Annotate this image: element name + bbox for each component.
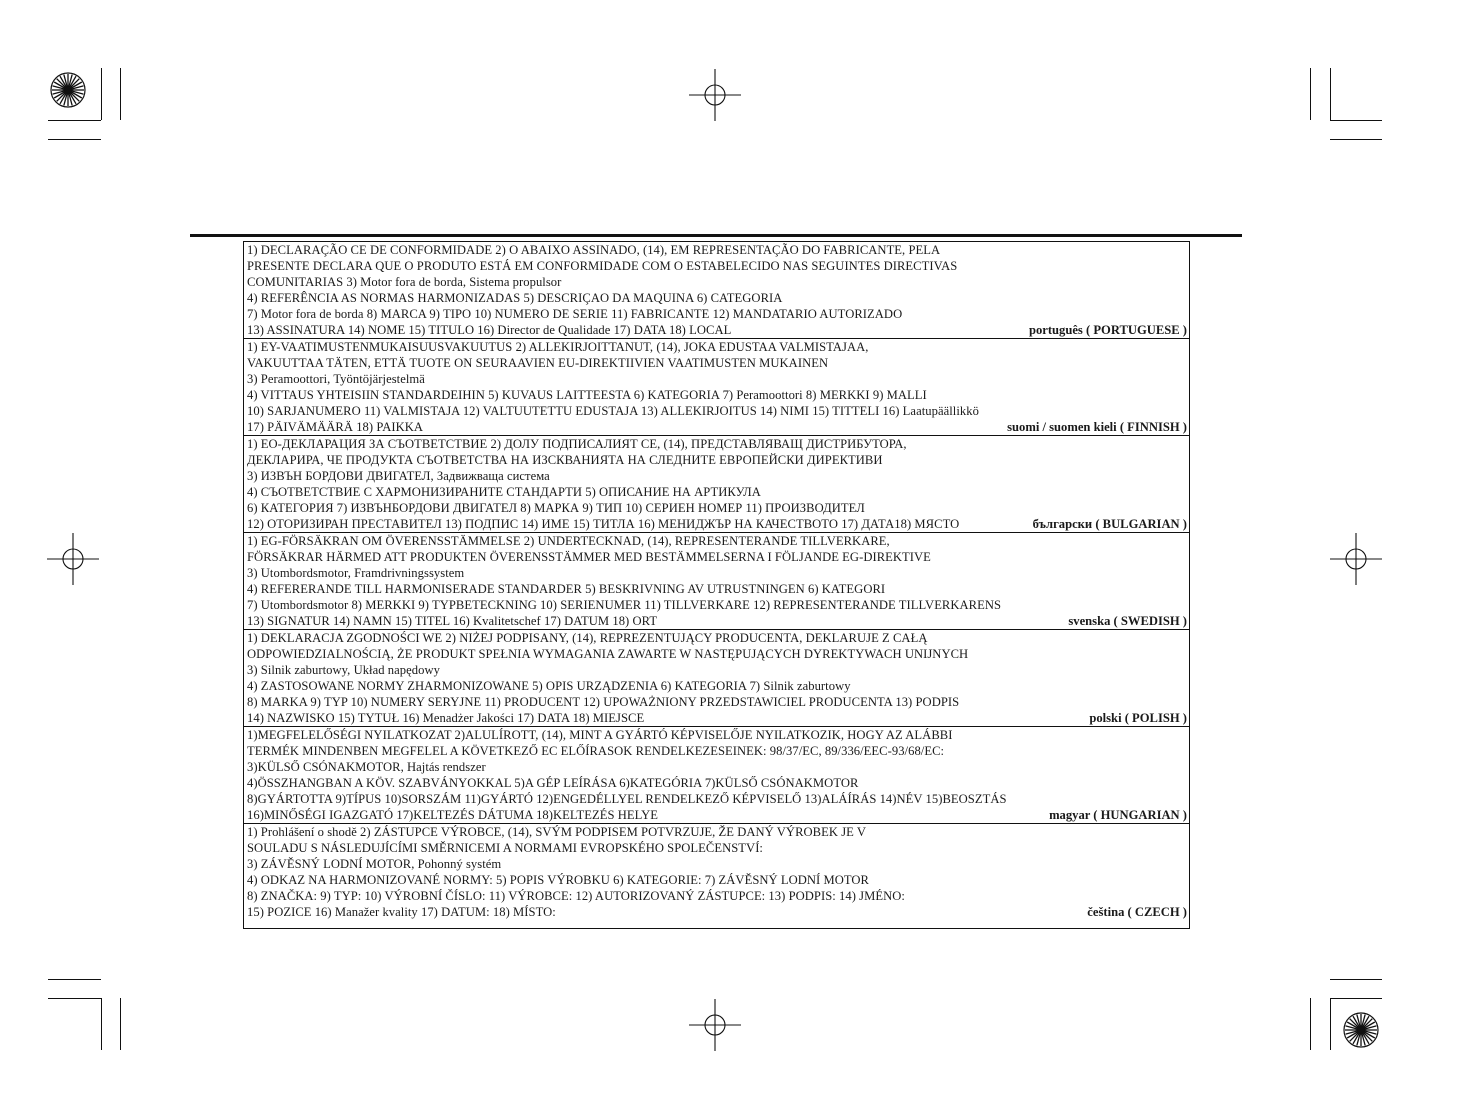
crop-mark bbox=[1330, 998, 1382, 999]
declaration-line: 1)MEGFELELŐSÉGI NYILATKOZAT 2)ALULÍROTT, (14), MINT A GYÁRTÓ KÉPVISELŐJE NYILATKOZIK, HOGY AZ ALÁBBI bbox=[247, 728, 953, 742]
crosshair-target-icon bbox=[1330, 533, 1382, 585]
declaration-line: 1) EG-FÖRSÄKRAN OM ÖVERENSSTÄMMELSE 2) UNDERTECKNAD, (14), REPRESENTERANDE TILLVERKARE, bbox=[247, 534, 890, 548]
declaration-line: FÖRSÄKRAR HÄRMED ATT PRODUKTEN ÖVERENSSTÄMMER MED BESTÄMMELSERNA I FÖLJANDE EG-DIREKTIVE bbox=[247, 550, 931, 564]
declaration-section bbox=[244, 629, 1189, 726]
language-tag: polski ( POLISH ) bbox=[1089, 711, 1187, 725]
crop-mark bbox=[48, 120, 101, 121]
declaration-line: 14) NAZWISKO 15) TYTUŁ 16) Menadżer Jakości 17) DATA 18) MIEJSCE bbox=[247, 711, 645, 725]
declaration-line: 6) КАТЕГОРИЯ 7) ИЗВЪНБОРДОВИ ДВИГАТЕЛ 8) МАРКА 9) ТИП 10) СЕРИЕН НОМЕР 11) ПРОИЗВОДИТЕЛ bbox=[247, 501, 865, 515]
declaration-line: 10) SARJANUMERO 11) VALMISTAJA 12) VALTUUTETTU EDUSTAJA 13) ALLEKIRJOITUS 14) NIMI 15) TITTELI 16) Laatupäällikkö bbox=[247, 404, 979, 418]
declaration-line: 7) Utombordsmotor 8) MERKKI 9) TYPBETECKNING 10) SERIENUMER 11) TILLVERKARE 12) REPRESENTERANDE TILLVERKARENS bbox=[247, 598, 1002, 612]
declaration-line: TERMÉK MINDENBEN MEGFELEL A KÖVETKEZŐ EC ELŐÍRASOK RENDELKEZESEINEK: 98/37/EC, 89/336/EEC-93/68/EC: bbox=[247, 744, 945, 758]
declaration-line: 3) Utombordsmotor, Framdrivningssystem bbox=[247, 566, 465, 580]
declaration-line: ДЕКЛАРИРА, ЧЕ ПРОДУКТА СЪОТВЕТСТВА НА ИЗСКВАНИЯТА НА СЛЕДНИТЕ ЕВРОПЕЙСКИ ДИРЕКТИВИ bbox=[247, 453, 883, 467]
crop-mark bbox=[48, 139, 101, 140]
declaration-line: 1) DECLARAÇÃO CE DE CONFORMIDADE 2) O ABAIXO ASSINADO, (14), EM REPRESENTAÇÃO DO FABRICANTE, PELA bbox=[247, 243, 941, 257]
declaration-line: 8) MARKA 9) TYP 10) NUMERY SERYJNE 11) PRODUCENT 12) UPOWAŻNIONY PRZEDSTAWICIEL PRODUCENTA 13) PODPIS bbox=[247, 695, 960, 709]
declaration-line: 13) ASSINATURA 14) NOME 15) TITULO 16) Director de Qualidade 17) DATA 18) LOCAL bbox=[247, 323, 732, 337]
starburst-target-icon bbox=[1341, 1010, 1381, 1050]
declaration-line: 8)GYÁRTOTTA 9)TÍPUS 10)SORSZÁM 11)GYÁRTÓ 12)ENGEDÉLLYEL RENDELKEZŐ KÉPVISELŐ 13)ALÁÍRÁS 14)NÉV 15)BEOSZTÁS bbox=[247, 792, 1007, 806]
declaration-line: COMUNITARIAS 3) Motor fora de borda, Sistema propulsor bbox=[247, 275, 562, 289]
crop-mark bbox=[1330, 998, 1331, 1050]
declaration-line: 12) ОТОРИЗИРАН ПРЕСТАВИТЕЛ 13) ПОДПИС 14) ИМЕ 15) ТИТЛА 16) МЕНИДЖЪР НА КАЧЕСТВОТО 17) ДАТА18) МЯСТО bbox=[247, 517, 960, 531]
declaration-line: SOULADU S NÁSLEDUJÍCÍMI SMĚRNICEMI A NORMAMI EVROPSKÉHO SPOLEČENSTVÍ: bbox=[247, 841, 763, 855]
header-rule bbox=[190, 234, 1242, 237]
declaration-line: 3)KÜLSŐ CSÓNAKMOTOR, Hajtás rendszer bbox=[247, 760, 486, 774]
crop-mark bbox=[1310, 68, 1311, 120]
crop-mark bbox=[1330, 120, 1382, 121]
language-tag: português ( PORTUGUESE ) bbox=[1028, 323, 1187, 337]
declaration-section bbox=[244, 338, 1189, 435]
declaration-line: 4) ZASTOSOWANE NORMY ZHARMONIZOWANE 5) OPIS URZĄDZENIA 6) KATEGORIA 7) Silnik zaburtowy bbox=[247, 679, 851, 693]
declaration-section bbox=[244, 242, 1189, 338]
language-tag: български ( BULGARIAN ) bbox=[1032, 517, 1187, 531]
language-tag: suomi / suomen kieli ( FINNISH ) bbox=[1007, 420, 1187, 434]
declaration-line: VAKUUTTAA TÄTEN, ETTÄ TUOTE ON SEURAAVIEN EU-DIREKTIIVIEN VAATIMUSTEN MUKAINEN bbox=[247, 356, 829, 370]
crop-mark bbox=[1310, 998, 1311, 1050]
declaration-line: 1) DEKLARACJA ZGODNOŚCI WE 2) NIŻEJ PODPISANY, (14), REPREZENTUJĄCY PRODUCENTA, DEKLARUJE Z CAŁĄ bbox=[247, 631, 928, 645]
crop-mark bbox=[1330, 68, 1331, 120]
starburst-target-icon bbox=[48, 70, 88, 110]
declaration-line: 1) EY-VAATIMUSTENMUKAISUUSVAKUUTUS 2) ALLEKIRJOITTANUT, (14), JOKA EDUSTAA VALMISTAJAA, bbox=[247, 340, 869, 354]
declaration-line: 3) Silnik zaburtowy, Układ napędowy bbox=[247, 663, 440, 677]
crop-mark bbox=[120, 68, 121, 120]
crop-mark bbox=[1330, 139, 1382, 140]
declaration-line: 16)MINŐSÉGI IGAZGATÓ 17)KELTEZÉS DÁTUMA 18)KELTEZÉS HELYE bbox=[247, 808, 658, 822]
declaration-line: 4) REFERERANDE TILL HARMONISERADE STANDARDER 5) BESKRIVNING AV UTRUSTNINGEN 6) KATEGORI bbox=[247, 582, 886, 596]
declaration-line: ODPOWIEDZIALNOŚCIĄ, ŻE PRODUKT SPEŁNIA WYMAGANIA ZAWARTE W NASTĘPUJĄCYCH DYREKTYWACH UNIJNYCH bbox=[247, 647, 969, 661]
declaration-line: 4)ÖSSZHANGBAN A KÖV. SZABVÁNYOKKAL 5)A GÉP LEÍRÁSA 6)KATEGÓRIA 7)KÜLSŐ CSÓNAKMOTOR bbox=[247, 776, 859, 790]
language-tag: svenska ( SWEDISH ) bbox=[1068, 614, 1187, 628]
crosshair-target-icon bbox=[689, 999, 741, 1051]
declaration-line: 4) СЪОТВЕТСТВИЕ С ХАРМОНИЗИРАНИТЕ СТАНДАРТИ 5) ОПИСАНИЕ НА АРТИКУЛА bbox=[247, 485, 761, 499]
declaration-section bbox=[244, 435, 1189, 532]
declaration-section bbox=[244, 726, 1189, 823]
declaration-line: 3) ИЗВЪН БОРДОВИ ДВИГАТЕЛ, Задвижваща система bbox=[247, 469, 550, 483]
crop-mark bbox=[120, 998, 121, 1050]
crop-mark bbox=[1330, 979, 1382, 980]
declaration-line: 8) ZNAČKA: 9) TYP: 10) VÝROBNÍ ČÍSLO: 11) VÝROBCE: 12) AUTORIZOVANÝ ZÁSTUPCE: 13) PODPIS: 14) JMÉNO: bbox=[247, 889, 905, 903]
crop-mark bbox=[101, 68, 102, 120]
declaration-line: 4) VITTAUS YHTEISIIN STANDARDEIHIN 5) KUVAUS LAITTEESTA 6) KATEGORIA 7) Peramoottori 8) MERKKI 9) MALLI bbox=[247, 388, 927, 402]
crop-mark bbox=[101, 998, 102, 1050]
declaration-line: 13) SIGNATUR 14) NAMN 15) TITEL 16) Kvalitetschef 17) DATUM 18) ORT bbox=[247, 614, 658, 628]
declaration-line: 17) PÄIVÄMÄÄRÄ 18) PAIKKA bbox=[247, 420, 424, 434]
declaration-section bbox=[244, 823, 1189, 920]
crosshair-target-icon bbox=[47, 533, 99, 585]
declaration-line: 4) ODKAZ NA HARMONIZOVANÉ NORMY: 5) POPIS VÝROBKU 6) KATEGORIE: 7) ZÁVĚSNÝ LODNÍ MOTOR bbox=[247, 873, 869, 887]
declaration-table bbox=[243, 241, 1190, 929]
declaration-line: 3) ZÁVĚSNÝ LODNÍ MOTOR, Pohonný systém bbox=[247, 857, 502, 871]
language-tag: magyar ( HUNGARIAN ) bbox=[1049, 808, 1187, 822]
declaration-line: 4) REFERÊNCIA AS NORMAS HARMONIZADAS 5) DESCRIÇAO DA MAQUINA 6) CATEGORIA bbox=[247, 291, 783, 305]
declaration-line: 1) ЕО-ДЕКЛАРАЦИЯ ЗА СЪОТВЕТСТВИЕ 2) ДОЛУ ПОДПИСАЛИЯТ СЕ, (14), ПРЕДСТАВЛЯВАЩ ДИСТРИБУТОРА, bbox=[247, 437, 907, 451]
language-tag: čeština ( CZECH ) bbox=[1087, 905, 1187, 919]
crop-mark bbox=[48, 998, 101, 999]
declaration-line: 15) POZICE 16) Manažer kvality 17) DATUM: 18) MÍSTO: bbox=[247, 905, 556, 919]
crosshair-target-icon bbox=[689, 69, 741, 121]
declaration-section bbox=[244, 532, 1189, 629]
declaration-line: PRESENTE DECLARA QUE O PRODUTO ESTÁ EM CONFORMIDADE COM O ESTABELECIDO NAS SEGUINTES DIRECTIVAS bbox=[247, 259, 958, 273]
declaration-line: 1) Prohlášení o shodě 2) ZÁSTUPCE VÝROBCE, (14), SVÝM PODPISEM POTVRZUJE, ŽE DANÝ VÝROBEK JE V bbox=[247, 825, 867, 839]
declaration-line: 3) Peramoottori, Työntöjärjestelmä bbox=[247, 372, 425, 386]
declaration-line: 7) Motor fora de borda 8) MARCA 9) TIPO 10) NUMERO DE SERIE 11) FABRICANTE 12) MANDATARIO AUTORIZADO bbox=[247, 307, 903, 321]
crop-mark bbox=[48, 979, 101, 980]
